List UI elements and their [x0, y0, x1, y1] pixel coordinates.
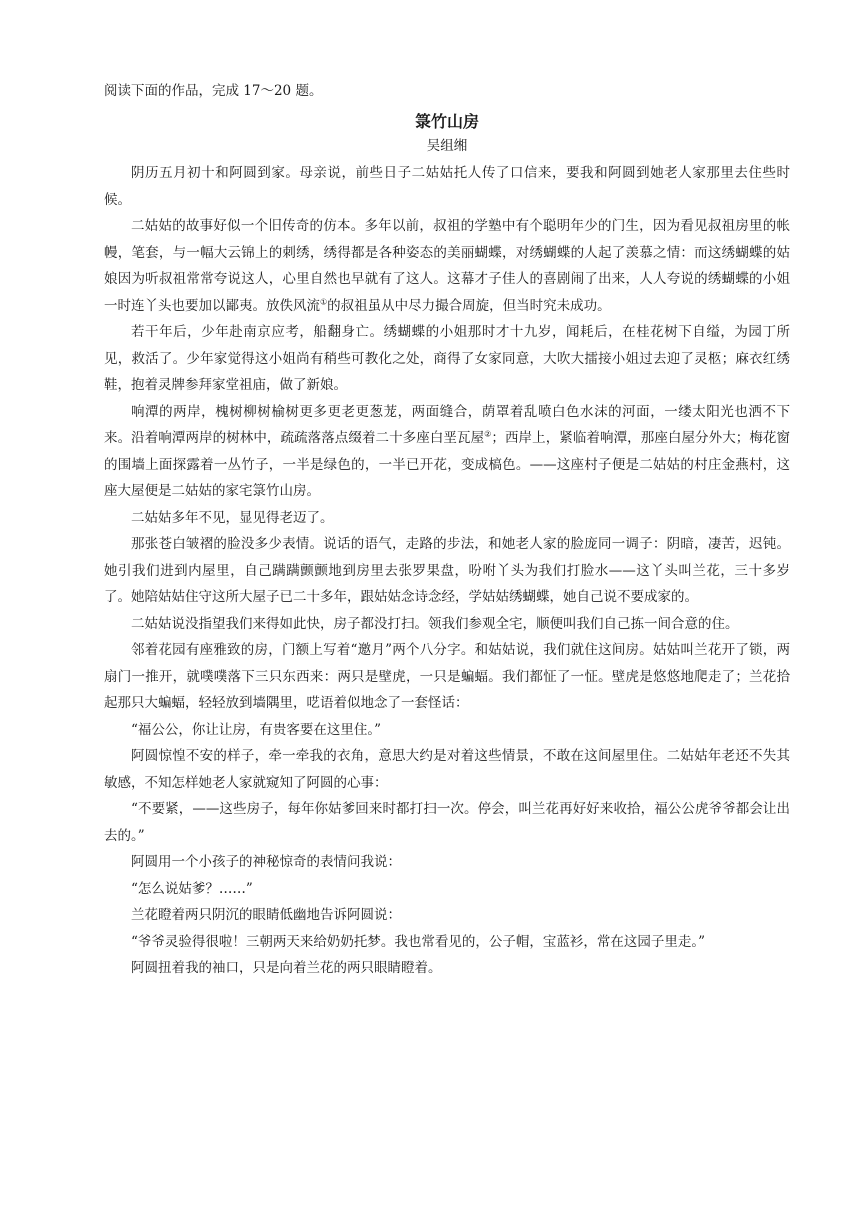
paragraph-11: “不要紧，——这些房子，每年你姑爹回来时都打扫一次。停会，叫兰花再好好来收拾，福公公虎爷爷都会让出去的。”	[104, 801, 790, 844]
paragraph-1: 阴历五月初十和阿圆到家。母亲说，前些日子二姑姑托人传了口信来，要我和阿圆到她老人家那里去住些时候。	[104, 165, 790, 208]
reading-instruction: 阅读下面的作品，完成 17～20 题。	[104, 83, 323, 99]
paragraph-2-text: 二姑姑的故事好似一个旧传奇的仿本。多年以前，叔祖的学塾中有个聪明年少的门生，因为看见叔祖房里的帐幔，笔套，与一幅大云锦上的刺绣，绣得都是各种姿态的美丽蝴蝶，对绣蝴蝶的人起了羡慕之情：而这绣蝴蝶的姑娘因为听叔祖常常夸说这人，心里自然也早就有了这人。这幕才子佳人的喜剧闹了出来，人人夸说的绣蝴蝶的小姐一时连丫头也要加以鄙夷。放佚风流	[104, 218, 790, 314]
footnote-mark-1: ①	[320, 297, 328, 306]
paragraph-16: 阿圆扭着我的袖口，只是向着兰花的两只眼睛瞪着。	[131, 960, 442, 976]
document-page	[104, 80, 790, 982]
paragraph-10: 阿圆惊惶不安的样子，牵一牵我的衣角，意思大约是对着这些情景，不敢在这间屋里住。二姑姑年老还不失其敏感，不知怎样她老人家就窥知了阿圆的心事：	[104, 748, 790, 791]
paragraph-5: 二姑姑多年不见，显见得老迈了。	[131, 509, 334, 526]
paragraph-4-text: 响潭的两岸，槐树柳树榆树更多更老更葱茏，两面缝合，荫罩着乱喷白色水沫的河面，一缕太阳光也洒不下来。沿着响潭两岸的树林中，疏疏落落点缀着二十多座白垩瓦屋	[104, 403, 790, 446]
paragraph-15: “爷爷灵验得很啦！三朝两天来给奶奶托梦。我也常看见的，公子帽，宝蓝衫，常在这园子里走。”	[131, 933, 706, 950]
paragraph-2	[104, 213, 790, 319]
article-author: 吴组缃	[426, 138, 468, 154]
paragraph-4	[104, 399, 790, 505]
paragraph-12: 阿圆用一个小孩子的神秘惊奇的表情问我说：	[131, 854, 401, 870]
paragraph-6: 那张苍白皱褶的脸没多少表情。说话的语气，走路的步法，和她老人家的脸庞同一调子：阴暗，凄苦，迟钝。她引我们进到内屋里，自己蹒蹒颤颤地到房里去张罗果盘，吩咐丫头为我们打脸水——这丫头叫兰花，三十多岁了。她陪姑姑住守这所大屋子已二十多年，跟姑姑念诗念经，学姑姑绣蝴蝶，她自己说不要成家的。	[104, 536, 790, 605]
paragraph-7: 二姑姑说没指望我们来得如此快，房子都没打扫。领我们参观全宅，顺便叫我们自己拣一间合意的住。	[131, 615, 739, 632]
paragraph-9: “福公公，你让让房，有贵客要在这里住。”	[131, 721, 382, 738]
article-title: 箓竹山房	[414, 112, 479, 131]
paragraph-4-tail: ；西岸上，紧临着响潭，那座白屋分外大；梅花窗的围墙上面探露着一丛竹子，一半是绿色的，一半已开花，变成槁色。——这座村子便是二姑姑的村庄金燕村，这座大屋便是二姑姑的家宅箓竹山房。	[104, 430, 791, 499]
paragraph-8: 邻着花园有座雅致的房，门额上写着“邀月”两个八分字。和姑姑说，我们就住这间房。姑姑叫兰花开了锁，两扇门一推开，就噗噗落下三只东西来：两只是壁虎，一只是蝙蝠。我们都怔了一怔。壁虎是悠悠地爬走了；兰花拾起那只大蝙蝠，轻轻放到墙隅里，呓语着似地念了一套怪话：	[104, 642, 790, 711]
paragraph-3: 若干年后，少年赴南京应考，船翻身亡。绣蝴蝶的小姐那时才十九岁，闻耗后，在桂花树下自缢，为园丁所见，救活了。少年家觉得这小姐尚有稍些可教化之处，商得了女家同意，大吹大擂接小姐过去迎了灵柩；麻衣红绣鞋，抱着灵牌参拜家堂祖庙，做了新娘。	[104, 324, 790, 393]
paragraph-13: “怎么说姑爹？……”	[131, 880, 253, 897]
paragraph-14: 兰花瞪着两只阴沉的眼睛低幽地告诉阿圆说：	[131, 907, 401, 923]
footnote-mark-2: ②	[484, 429, 492, 439]
paragraph-2-tail: 的叔祖虽从中尽力撮合周旋，但当时究未成功。	[327, 297, 611, 314]
